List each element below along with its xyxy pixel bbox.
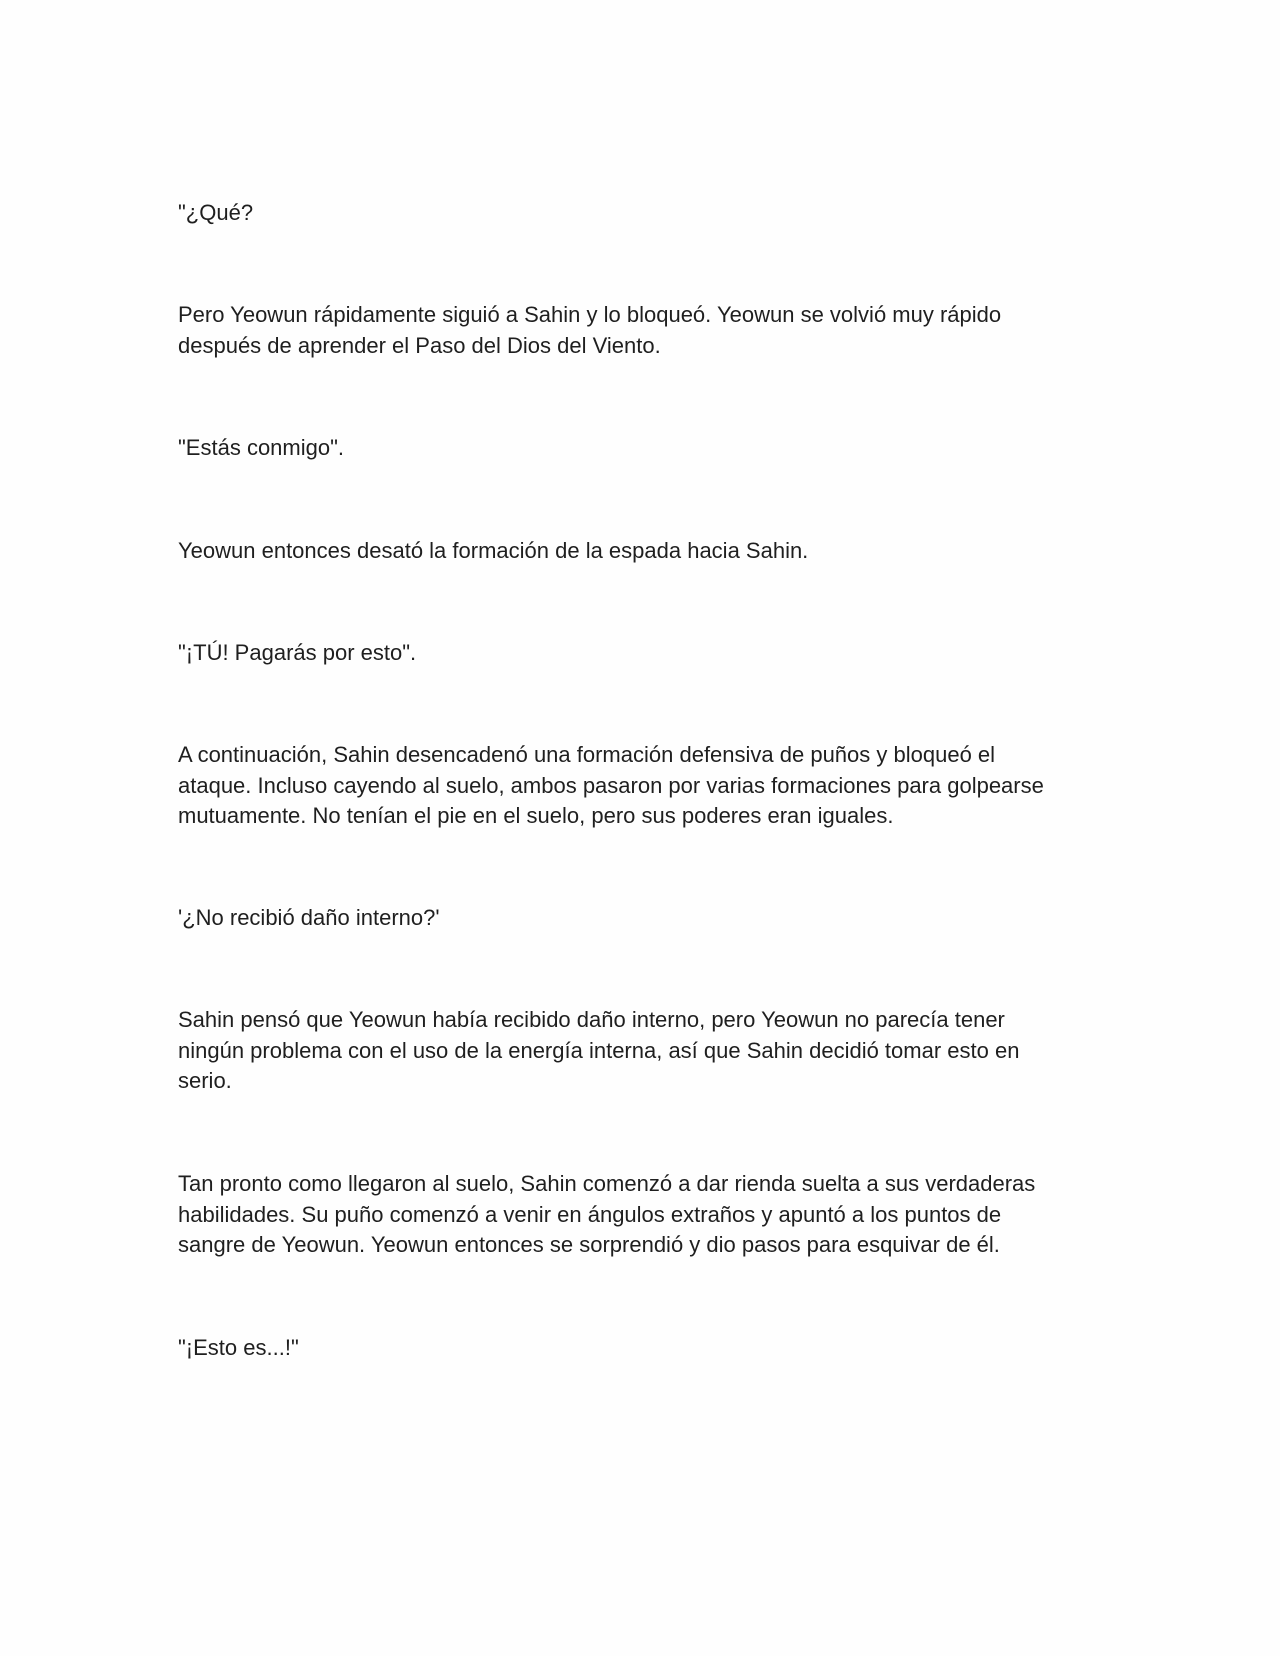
paragraph-thought-internal-damage: '¿No recibió daño interno?' <box>178 905 440 930</box>
paragraph-dialogue-estas-conmigo: "Estás conmigo". <box>178 435 345 460</box>
paragraph-dialogue-esto-es: "¡Esto es...!" <box>178 1335 299 1360</box>
paragraph-dialogue-que: "¿Qué? <box>178 200 254 225</box>
paragraph-dialogue-pagaras: "¡TÚ! Pagarás por esto". <box>178 640 417 665</box>
paragraph-fist-formation: A continuación, Sahin desencadenó una formación defensiva de puños y bloqueó el ataque. Incluso cayendo al suelo, ambos pasaron por varias formaciones para golpearse mutuamente. No tenían el pie en el suelo, pero sus poderes eran iguales. <box>178 742 1044 828</box>
paragraph-yeowun-blocks: Pero Yeowun rápidamente siguió a Sahin y lo bloqueó. Yeowun se volvió muy rápido después de aprender el Paso del Dios del Viento. <box>178 302 1002 358</box>
paragraph-sword-formation: Yeowun entonces desató la formación de la espada hacia Sahin. <box>178 538 809 563</box>
paragraph-sahin-serious: Sahin pensó que Yeowun había recibido daño interno, pero Yeowun no parecía tener ningún problema con el uso de la energía interna, así que Sahin decidió tomar esto en serio. <box>178 1007 1020 1093</box>
paragraph-true-skills: Tan pronto como llegaron al suelo, Sahin comenzó a dar rienda suelta a sus verdaderas habilidades. Su puño comenzó a venir en ángulos extraños y apuntó a los puntos de sangre de Yeowun. Yeowun entonces se sorprendió y dio pasos para esquivar de él. <box>178 1171 1036 1257</box>
